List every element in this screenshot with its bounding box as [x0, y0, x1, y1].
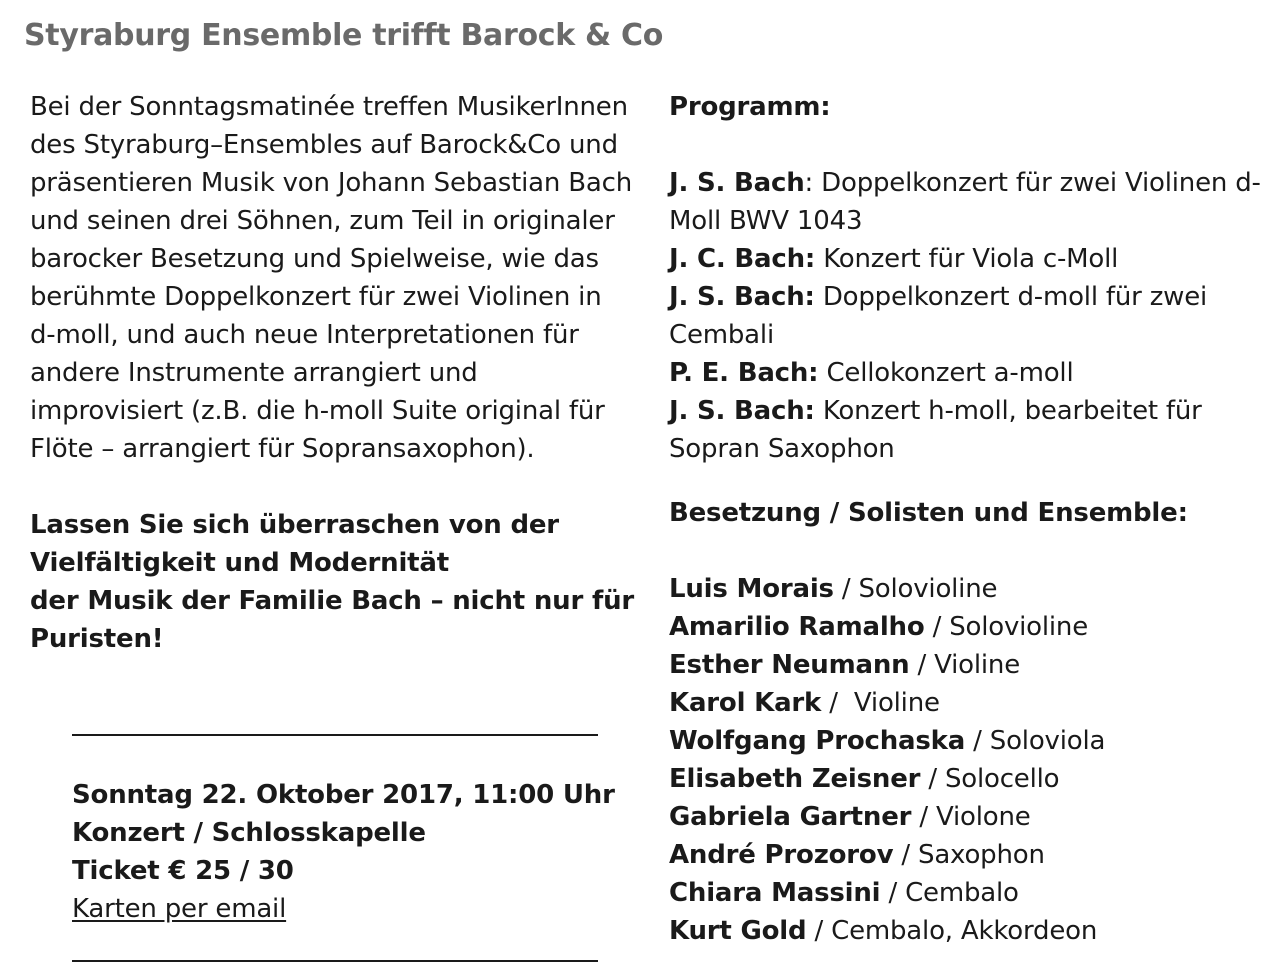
program-composer: P. E. Bach: — [669, 358, 819, 388]
program-composer: J. C. Bach: — [669, 244, 816, 274]
event-venue: Konzert / Schlosskapelle — [72, 818, 426, 848]
cast-member — [669, 798, 1269, 836]
cast-name: Kurt Gold — [669, 916, 807, 946]
intro-line: d-moll, und auch neue Interpretationen für — [30, 320, 579, 350]
program-work: Doppelkonzert für zwei Violinen d- — [821, 168, 1261, 198]
cast-heading: Besetzung / Solisten und Ensemble: — [669, 498, 1188, 528]
program-composer: J. S. Bach — [669, 168, 805, 198]
page-title: Styraburg Ensemble trifft Barock & Co — [24, 18, 664, 53]
intro-line: des Styraburg–Ensembles auf Barock&Co und — [30, 130, 618, 160]
program-item — [669, 164, 1269, 240]
highlight-line: Vielfältigkeit und Modernität — [30, 548, 449, 578]
program-heading: Programm: — [669, 92, 831, 122]
cast-member — [669, 646, 1269, 684]
program-separator — [815, 244, 823, 274]
description-column — [30, 88, 650, 658]
spacer — [669, 126, 1269, 164]
program-separator: : — [804, 168, 822, 198]
intro-line: präsentieren Musik von Johann Sebastian Bach — [30, 168, 632, 198]
program-item — [669, 240, 1269, 278]
cast-name: Wolfgang Prochaska — [669, 726, 966, 756]
cast-role: / Soloviola — [965, 726, 1106, 756]
cast-role: / Cembalo, Akkordeon — [806, 916, 1098, 946]
cast-name: Amarilio Ramalho — [669, 612, 925, 642]
intro-line: berühmte Doppelkonzert für zwei Violinen in — [30, 282, 602, 312]
cast-role: / Violine — [821, 688, 940, 718]
divider-top — [72, 734, 598, 736]
cast-member — [669, 722, 1269, 760]
highlight-line: Puristen! — [30, 624, 164, 654]
program-work: Doppelkonzert d-moll für zwei — [822, 282, 1208, 312]
intro-line: und seinen drei Söhnen, zum Teil in originaler — [30, 206, 615, 236]
spacer — [30, 468, 650, 506]
highlight-line: Lassen Sie sich überraschen von der — [30, 510, 559, 540]
cast-name: André Prozorov — [669, 840, 894, 870]
event-date: Sonntag 22. Oktober 2017, 11:00 Uhr — [72, 780, 615, 810]
cast-member — [669, 874, 1269, 912]
program-work: Moll BWV 1043 — [669, 206, 863, 236]
cast-member — [669, 836, 1269, 874]
intro-paragraph — [30, 88, 650, 468]
tickets-email-link[interactable]: Karten per email — [72, 894, 287, 924]
event-details — [72, 776, 615, 928]
event-ticket: Ticket € 25 / 30 — [72, 856, 294, 886]
cast-member — [669, 684, 1269, 722]
cast-role: / Solovioline — [833, 574, 998, 604]
intro-line: Flöte – arrangiert für Sopransaxophon). — [30, 434, 535, 464]
program-column — [669, 88, 1269, 950]
program-composer: J. S. Bach: — [669, 396, 815, 426]
cast-member — [669, 760, 1269, 798]
intro-line: improvisiert (z.B. die h-moll Suite original für — [30, 396, 605, 426]
cast-name: Esther Neumann — [669, 650, 910, 680]
program-composer: J. S. Bach: — [669, 282, 815, 312]
program-separator — [815, 396, 823, 426]
cast-member — [669, 912, 1269, 950]
cast-name: Luis Morais — [669, 574, 834, 604]
intro-line: Bei der Sonntagsmatinée treffen MusikerInnen — [30, 92, 628, 122]
cast-role: / Cembalo — [880, 878, 1019, 908]
program-work: Konzert für Viola c-Moll — [823, 244, 1119, 274]
cast-role: / Saxophon — [893, 840, 1045, 870]
cast-role: / Violone — [911, 802, 1031, 832]
program-work: Cellokonzert a-moll — [826, 358, 1074, 388]
program-separator — [815, 282, 823, 312]
cast-name: Elisabeth Zeisner — [669, 764, 921, 794]
program-work: Cembali — [669, 320, 774, 350]
cast-name: Chiara Massini — [669, 878, 881, 908]
program-item — [669, 392, 1269, 468]
cast-role: / Violine — [909, 650, 1021, 680]
intro-line: barocker Besetzung und Spielweise, wie das — [30, 244, 599, 274]
divider-bottom — [72, 960, 598, 962]
cast-member — [669, 608, 1269, 646]
cast-name: Karol Kark — [669, 688, 822, 718]
program-item — [669, 278, 1269, 354]
program-item — [669, 354, 1269, 392]
program-work: Konzert h-moll, bearbeitet für — [822, 396, 1202, 426]
cast-role: / Solocello — [920, 764, 1060, 794]
highlight-line: der Musik der Familie Bach – nicht nur für — [30, 586, 634, 616]
highlight-paragraph — [30, 506, 650, 658]
program-work: Sopran Saxophon — [669, 434, 895, 464]
cast-name: Gabriela Gartner — [669, 802, 912, 832]
cast-role: / Solovioline — [924, 612, 1089, 642]
cast-member — [669, 570, 1269, 608]
spacer — [669, 532, 1269, 570]
intro-line: andere Instrumente arrangiert und — [30, 358, 478, 388]
spacer — [669, 468, 1269, 494]
